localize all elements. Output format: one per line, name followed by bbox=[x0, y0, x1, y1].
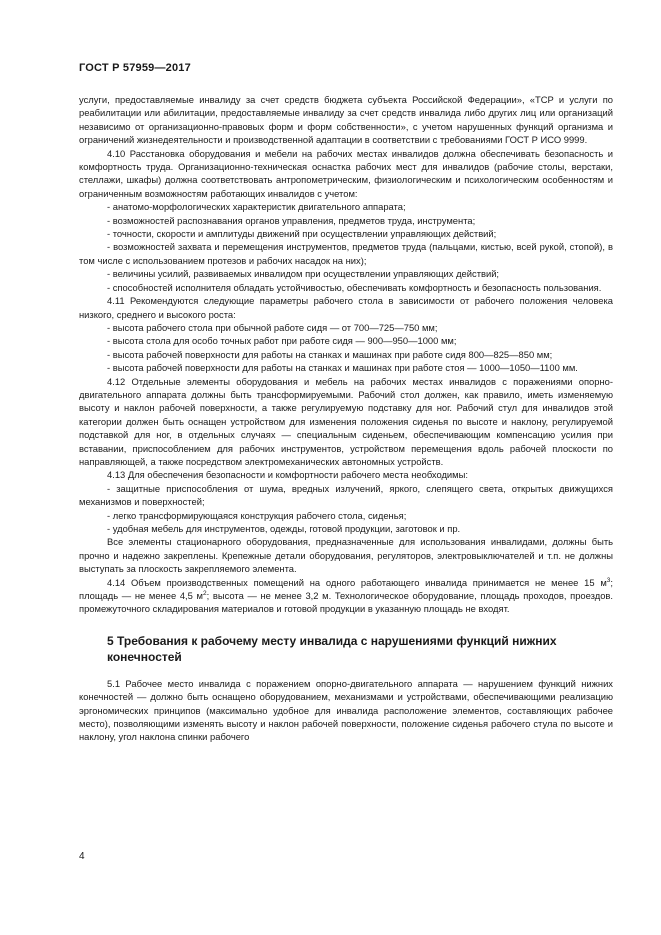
paragraph: услуги, предоставляемые инвалиду за счет средств бюджета субъекта Российской Федерации», «TCP и услуги по реабилитации или абилитации, предоставляемые инвалиду за счет средств инвалида либо других лиц или организаций независимо от организационно-правовых форм и форм собственности», с учетом нарушенных функций организма и ограничений жизнедеятельности и производственной адаптации в соответствии с требованиями ГОСТ Р ИСО 9999. bbox=[79, 94, 613, 146]
list-item: - величины усилий, развиваемых инвалидом при осуществлении управляющих действий; bbox=[107, 268, 500, 280]
list-item: - высота рабочей поверхности для работы на станках и машинах при работе сидя 800—825—850 мм; bbox=[107, 348, 553, 360]
superscript: 2 bbox=[202, 589, 207, 597]
list-item: - высота стола для особо точных работ при работе сидя — 900—950—1000 мм; bbox=[107, 335, 457, 347]
text-segment: 4.14 Объем производственных помещений на одного работающего инвалида принимается не менее 15 м bbox=[107, 576, 607, 588]
list-item: - защитные приспособления от шума, вредных излучений, яркого, слепящего света, открытых движущихся механизмов и поверхностей; bbox=[79, 482, 613, 508]
page-number: 4 bbox=[79, 851, 85, 862]
paragraph-4-10: 4.10 Расстановка оборудования и мебели на рабочих местах инвалидов должна обеспечивать безопасность и комфортность труда. Организационно-техническая оснастка рабочих мест для инвалидов (рабочие столы, верстаки, стеллажи, шкафы) должна соответствовать антропометрическим, физиологическим и психологическим особенностям и ограниченным возможностям работающих инвалидов с учетом: bbox=[79, 147, 613, 199]
list-item: - анатомо-морфологических характеристик двигательного аппарата; bbox=[107, 201, 406, 213]
paragraph: Все элементы стационарного оборудования, предназначенные для использования инвалидами, должны быть прочно и надежно закреплены. Крепежные детали оборудования, регуляторов, электровыключателей и т.п. не должны выступать за плоскость закрепляемого элемента. bbox=[79, 536, 613, 575]
text-segment: ; площадь — не менее 4,5 м bbox=[79, 576, 613, 602]
list-item: - возможностей захвата и перемещения инструментов, предметов труда (пальцами, кистью, всей рукой, стопой), в том числе с использованием протезов и рабочих насадок на них); bbox=[79, 241, 613, 266]
list-item: - легко трансформирующаяся конструкция рабочего стола, сиденья; bbox=[107, 509, 407, 521]
section-heading: 5 Требования к рабочему месту инвалида с нарушениями функций нижних конечностей bbox=[107, 633, 557, 664]
paragraph-4-13: 4.13 Для обеспечения безопасности и комфортности рабочего места необходимы: bbox=[107, 469, 468, 481]
list-item: - точности, скорости и амплитуды движений при осуществлении управляющих действий; bbox=[107, 228, 497, 240]
document-header: ГОСТ Р 57959—2017 bbox=[79, 62, 191, 74]
paragraph-5-1: 5.1 Рабочее место инвалида с поражением опорно-двигательного аппарата — нарушением функций нижних конечностей — должно быть оснащено оборудованием, механизмами и устройствами, обеспечивающими реализацию эргономических принципов (максимально удобное для инвалида расположение элементов, составляющих рабочее место), позволяющими изменять высоту и наклон рабочей поверхности, положение сиденья рабочего стула по высоте и наклону, угол наклона спинки рабочего bbox=[79, 677, 613, 743]
list-item: - высота рабочего стола при обычной работе сидя — от 700—725—750 мм; bbox=[107, 321, 438, 333]
list-item: - способностей исполнителя обладать устойчивостью, обеспечивать комфортность и безопасность пользования. bbox=[107, 281, 602, 293]
superscript: 3 bbox=[606, 576, 611, 584]
list-item: - возможностей распознавания органов управления, предметов труда, инструмента; bbox=[107, 214, 476, 226]
paragraph-4-14 bbox=[79, 576, 613, 616]
paragraph-4-12: 4.12 Отдельные элементы оборудования и мебель на рабочих местах инвалидов с поражениями опорно-двигательного аппарата должны быть трансформируемыми. Рабочий стол должен, как правило, иметь изменяемую высоту и наклон рабочей поверхности, а также регулируемую подставку для ног. Рабочий стул для инвалидов этой категории должен быть оснащен устройством для изменения положения сиденья по высоте и наклону, регулируемой подставкой для ног, в отдельных случаях — специальным сиденьем, обеспечивающим компенсацию усилия при вставании, приспособлением для рабочих инструментов, устройством перемещения вдоль рабочей плоскости по направляющей, а также посредством электромеханических автономных устройств. bbox=[79, 375, 613, 467]
paragraph-4-11: 4.11 Рекомендуются следующие параметры рабочего стола в зависимости от рабочего положения человека низкого, среднего и высокого роста: bbox=[79, 295, 613, 320]
list-item: - высота рабочей поверхности для работы на станках и машинах при работе стоя — 1000—1050—1100 мм. bbox=[107, 362, 578, 374]
list-item: - удобная мебель для инструментов, одежды, готовой продукции, заготовок и пр. bbox=[107, 523, 461, 534]
document-body bbox=[79, 93, 613, 744]
text-segment: ; высота — не менее 3,2 м. Технологическое оборудование, площадь проходов, проездов. промежуточного складирования материалов и готовой продукции в указанную площадь не входят. bbox=[79, 590, 613, 615]
